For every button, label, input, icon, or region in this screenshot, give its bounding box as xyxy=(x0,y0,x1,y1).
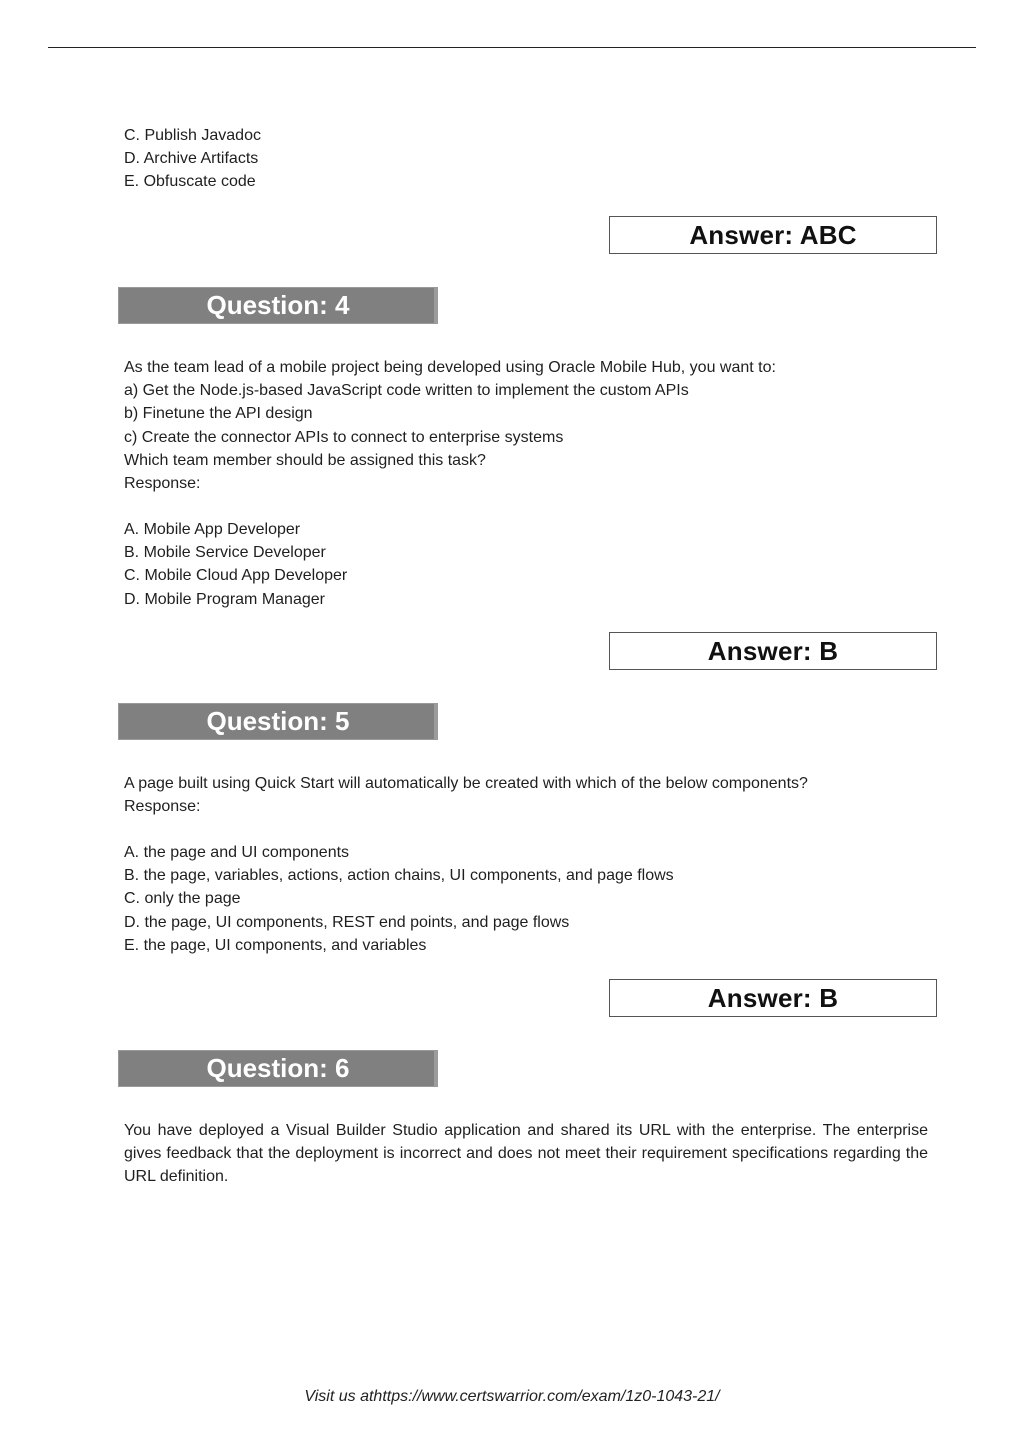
q4-title-banner: Question: 4 xyxy=(118,287,438,324)
option-d: D. Mobile Program Manager xyxy=(124,590,325,608)
q5-line-1: A page built using Quick Start will automatically be created with which of the below components? xyxy=(124,775,808,792)
q4-line-3: b) Finetune the API design xyxy=(124,405,313,423)
option-a: A. Mobile App Developer xyxy=(124,521,301,538)
option-c: C. only the page xyxy=(124,890,241,908)
q3-options xyxy=(124,124,261,194)
q5-options xyxy=(124,841,674,957)
q5-answer-box: Answer: B xyxy=(609,979,937,1017)
option-c: C. Publish Javadoc xyxy=(124,127,261,144)
q4-line-4: c) Create the connector APIs to connect to enterprise systems xyxy=(124,428,564,446)
q4-stem xyxy=(124,356,776,495)
q4-line-2: a) Get the Node.js-based JavaScript code written to implement the custom APIs xyxy=(124,382,689,400)
option-b: B. Mobile Service Developer xyxy=(124,544,326,562)
option-d: D. the page, UI components, REST end points, and page flows xyxy=(124,913,570,931)
q5-title-banner: Question: 5 xyxy=(118,703,438,740)
option-d: D. Archive Artifacts xyxy=(124,150,259,168)
option-a: A. the page and UI components xyxy=(124,844,350,861)
q4-options xyxy=(124,518,347,611)
q4-line-6: Response: xyxy=(124,475,201,493)
q5-stem xyxy=(124,772,808,818)
q4-line-1: As the team lead of a mobile project being developed using Oracle Mobile Hub, you want to: xyxy=(124,359,776,376)
footer-link-text: Visit us athttps://www.certswarrior.com/exam/1z0-1043-21/ xyxy=(304,1388,720,1405)
q6-paragraph: You have deployed a Visual Builder Studio application and shared its URL with the enterprise. The enterprise gives feedback that the deployment is incorrect and does not meet their requirement specifications regarding the URL definition. xyxy=(124,1122,928,1186)
q3-answer-box: Answer: ABC xyxy=(609,216,937,254)
q6-title-banner: Question: 6 xyxy=(118,1050,438,1087)
q4-answer-box: Answer: B xyxy=(609,632,937,670)
option-e: E. Obfuscate code xyxy=(124,173,256,191)
option-b: B. the page, variables, actions, action chains, UI components, and page flows xyxy=(124,867,674,885)
q5-line-2: Response: xyxy=(124,798,201,816)
option-e: E. the page, UI components, and variables xyxy=(124,936,427,954)
q4-line-5: Which team member should be assigned this task? xyxy=(124,451,486,469)
header-rule xyxy=(48,47,976,48)
option-c: C. Mobile Cloud App Developer xyxy=(124,567,348,585)
